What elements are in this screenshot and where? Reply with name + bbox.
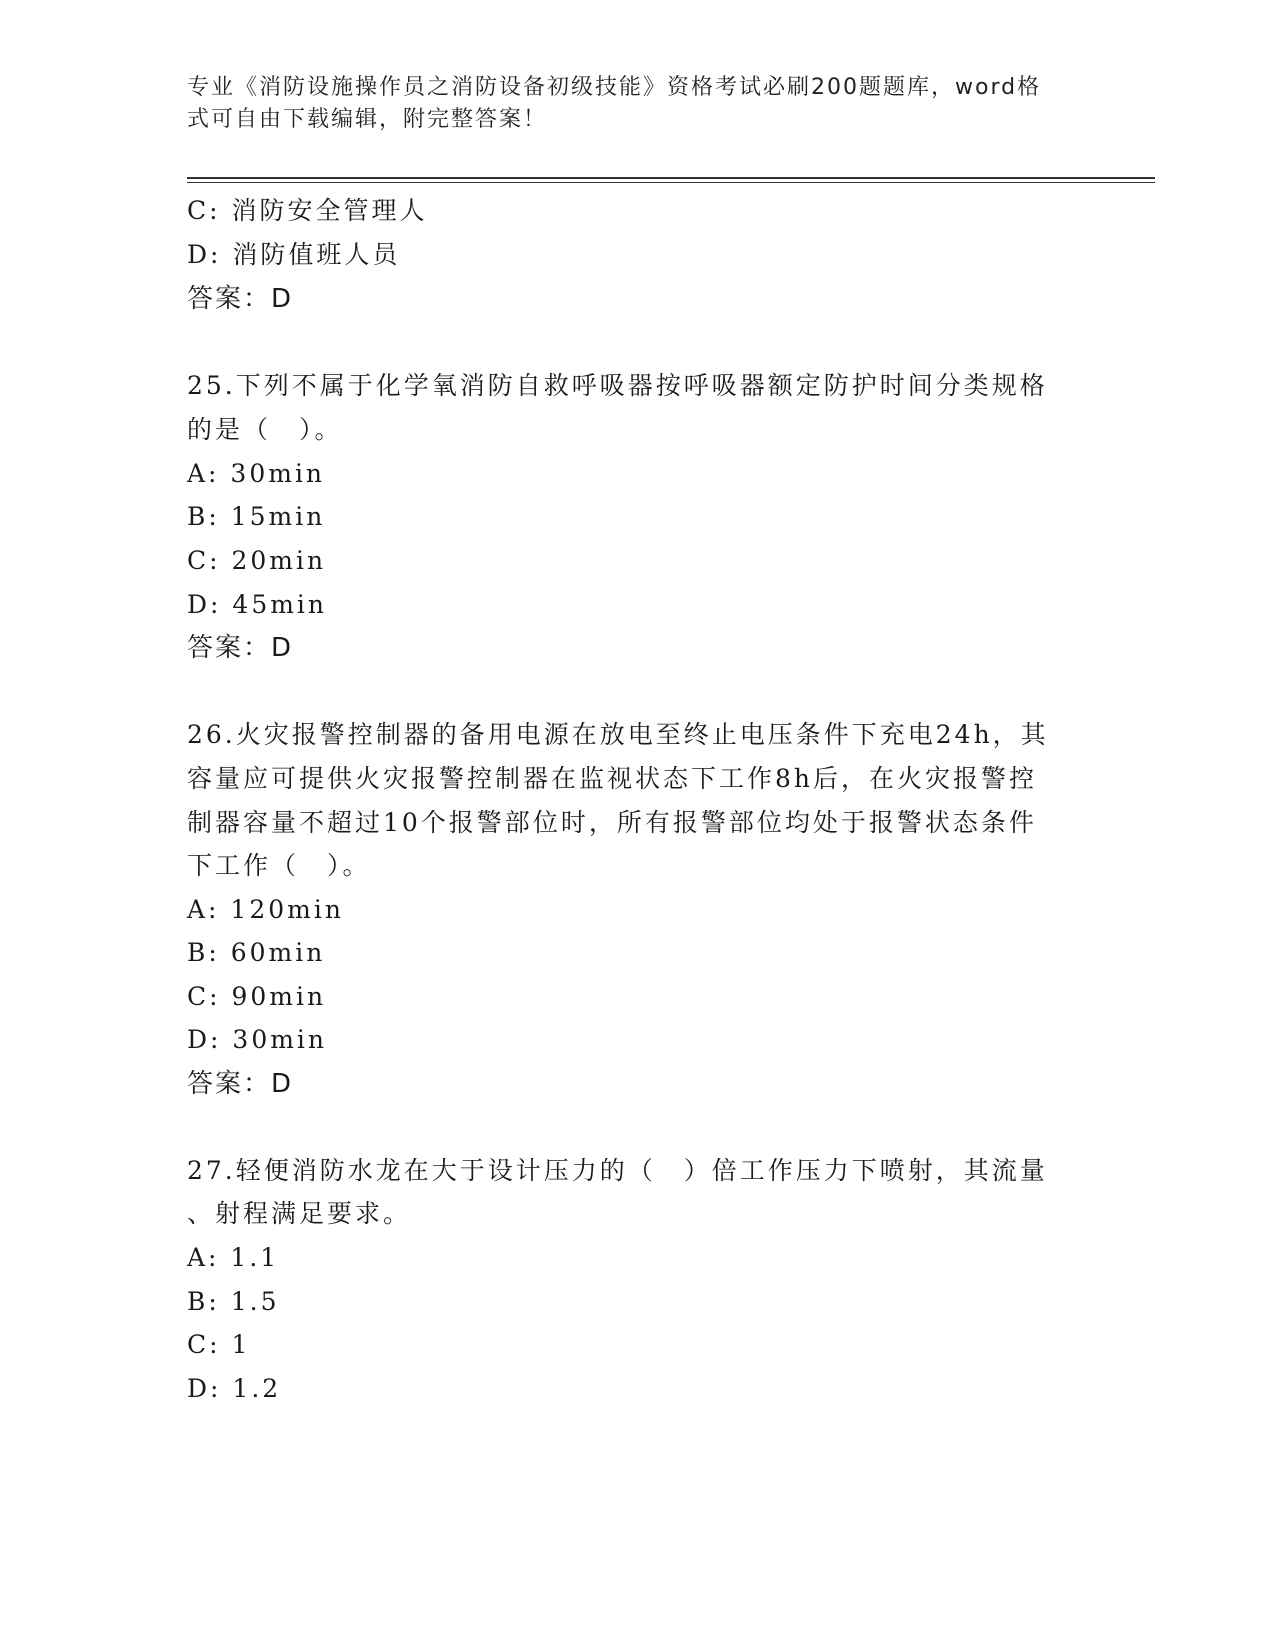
prev-question-option-c: C: 消防安全管理人 [187,196,428,225]
q27-option-a: A: 1.1 [187,1243,280,1272]
prev-question-option-d: D: 消防值班人员 [187,240,401,269]
prev-question-answer: 答案：D [187,284,294,314]
q26-option-b: B: 60min [187,938,326,967]
q26-stem-line-1: 26.火灾报警控制器的备用电源在放电至终止电压条件下充电24h，其 [187,720,1049,749]
q25-option-c: C: 20min [187,546,327,575]
q27-option-d: D: 1.2 [187,1374,282,1403]
q27-stem-line-2: 、射程满足要求。 [187,1199,412,1228]
q27-option-c: C: 1 [187,1330,251,1359]
header-divider-thin [187,182,1155,183]
q25-option-d: D: 45min [187,590,328,619]
q25-stem-line-1: 25.下列不属于化学氧消防自救呼吸器按呼吸器额定防护时间分类规格 [187,371,1048,400]
header-divider-thick [187,177,1155,179]
q27-option-b: B: 1.5 [187,1287,280,1316]
q26-option-d: D: 30min [187,1025,328,1054]
q26-option-c: C: 90min [187,982,327,1011]
q25-option-b: B: 15min [187,502,326,531]
header-title-line-2: 式可自由下载编辑，附完整答案！ [187,107,548,132]
header-title-line-1: 专业《消防设施操作员之消防设备初级技能》资格考试必刷200题题库，word格 [187,75,1042,100]
q25-answer: 答案：D [187,633,294,663]
q27-stem-line-1: 27.轻便消防水龙在大于设计压力的（ ）倍工作压力下喷射，其流量 [187,1156,1048,1185]
q25-stem-line-2: 的是（ ）。 [187,415,343,444]
q26-answer: 答案：D [187,1069,294,1099]
q26-option-a: A: 120min [187,895,344,924]
document-header [187,72,1087,136]
q26-stem-line-2: 容量应可提供火灾报警控制器在监视状态下工作8h后，在火灾报警控 [187,764,1038,793]
q25-option-a: A: 30min [187,459,326,488]
q26-stem-line-3: 制器容量不超过10个报警部位时，所有报警部位均处于报警状态条件 [187,808,1037,837]
q26-stem-line-4: 下工作（ ）。 [187,851,371,880]
